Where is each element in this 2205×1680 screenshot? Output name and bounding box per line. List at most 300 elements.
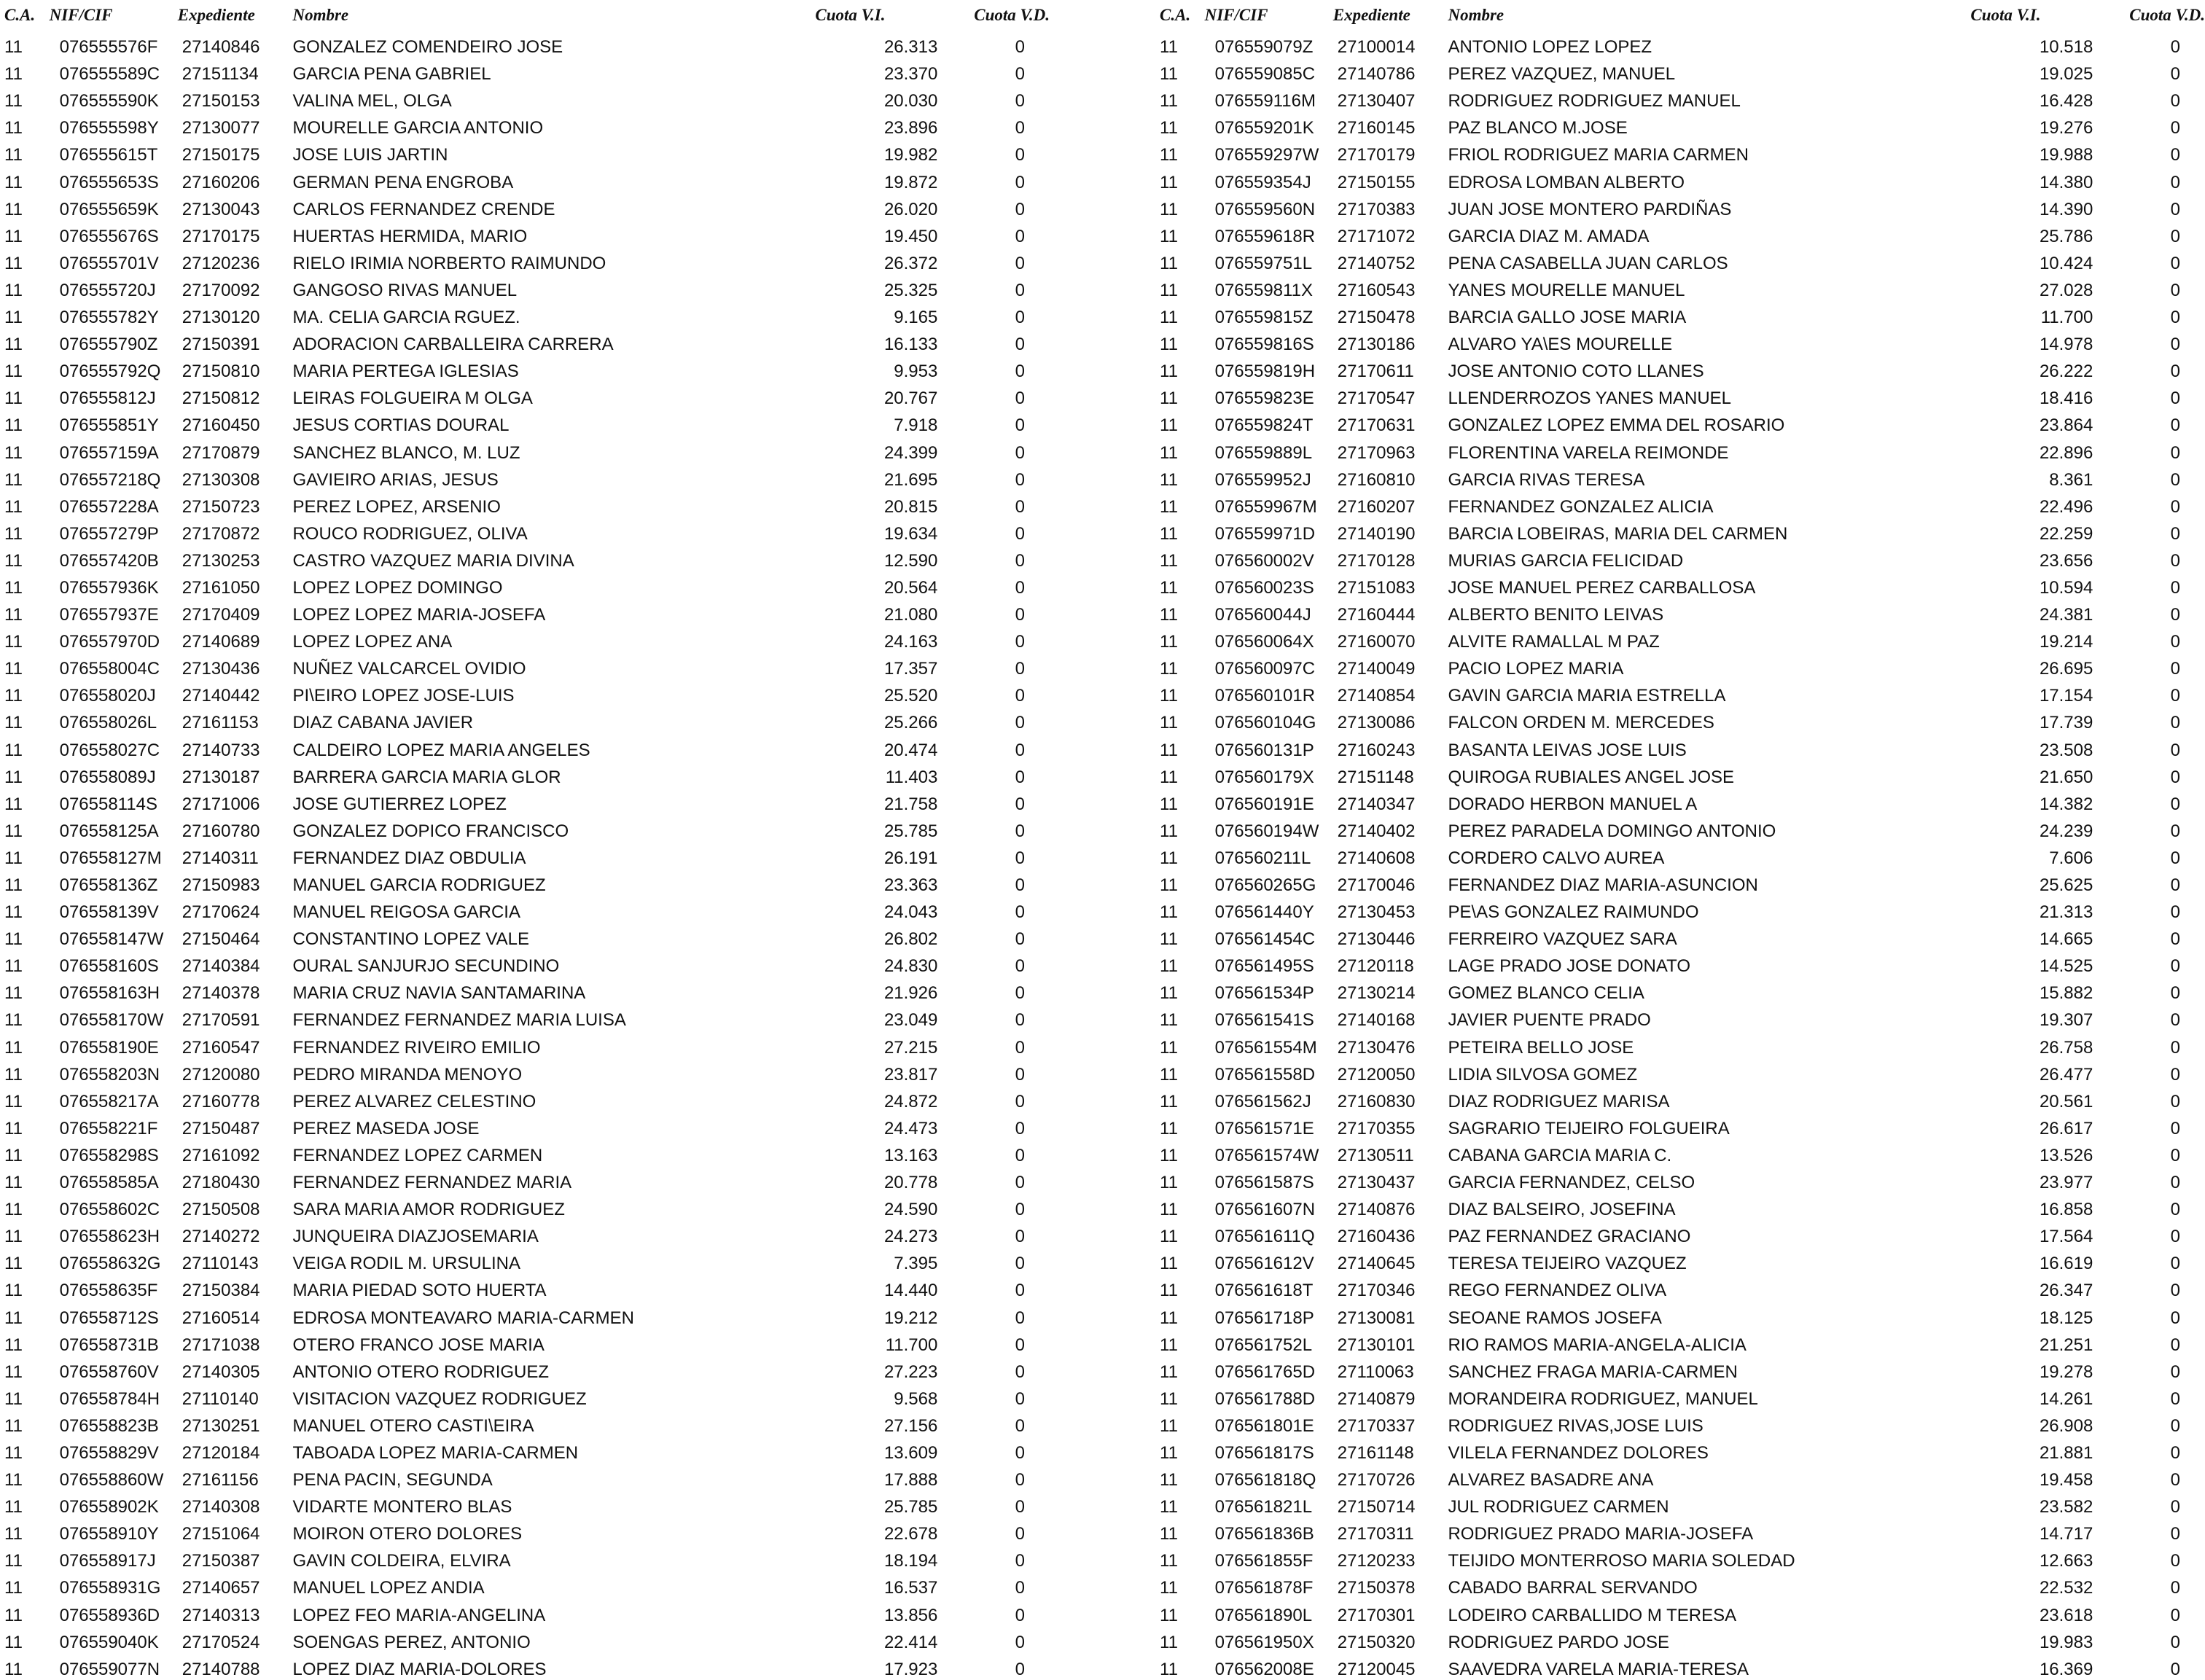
cell-nombre: BARRERA GARCIA MARIA GLOR <box>292 767 561 787</box>
cell-expediente: 27130436 <box>182 659 260 679</box>
cell-expediente: 27151134 <box>182 64 259 85</box>
cell-ca: 11 <box>1160 145 1178 165</box>
cell-cuota-vi: 27.156 <box>883 1415 938 1436</box>
cell-cuota-vi: 23.977 <box>2039 1173 2093 1193</box>
cell-cuota-vd: 0 <box>2170 767 2180 787</box>
cell-cuota-vd: 0 <box>1015 577 1025 598</box>
cell-nombre: DIAZ CABANA JAVIER <box>292 713 474 733</box>
table-row <box>0 1247 1050 1274</box>
cell-cuota-vd: 0 <box>1015 1524 1025 1544</box>
cell-cuota-vd: 0 <box>1015 1605 1025 1625</box>
table-row <box>1155 652 2205 679</box>
cell-expediente: 27130476 <box>1337 1037 1416 1058</box>
table-row <box>1155 1544 2205 1571</box>
cell-cuota-vd: 0 <box>1015 415 1025 436</box>
cell-nif: 076561618T <box>1214 1281 1314 1301</box>
cell-cuota-vi: 25.325 <box>883 280 938 300</box>
cell-ca: 11 <box>4 37 23 58</box>
cell-nif: 076558136Z <box>59 875 158 895</box>
cell-ca: 11 <box>1160 37 1178 58</box>
cell-nombre: GONZALEZ LOPEZ EMMA DEL ROSARIO <box>1448 415 1785 436</box>
table-row <box>0 1571 1050 1598</box>
cell-nif: 076558203N <box>59 1064 160 1085</box>
table-row <box>1155 1004 2205 1031</box>
cell-ca: 11 <box>4 91 23 112</box>
cell-nombre: SANCHEZ FRAGA MARIA-CARMEN <box>1448 1361 1738 1382</box>
cell-nif: 076557937E <box>59 605 159 625</box>
cell-nif: 076560194W <box>1214 821 1319 841</box>
cell-ca: 11 <box>1160 1010 1178 1031</box>
cell-cuota-vd: 0 <box>1015 550 1025 571</box>
cell-nombre: PAZ FERNANDEZ GRACIANO <box>1448 1227 1691 1247</box>
cell-cuota-vi: 26.222 <box>2039 362 2093 382</box>
cell-ca: 11 <box>1160 848 1178 868</box>
cell-ca: 11 <box>4 1335 23 1355</box>
cell-nif: 076555720J <box>59 280 156 300</box>
cell-expediente: 27140378 <box>182 983 260 1004</box>
table-row <box>1155 598 2205 625</box>
cell-ca: 11 <box>4 362 23 382</box>
cell-cuota-vd: 0 <box>1015 172 1025 192</box>
cell-nif: 076561821L <box>1214 1497 1313 1517</box>
cell-ca: 11 <box>1160 605 1178 625</box>
cell-ca: 11 <box>4 1037 23 1058</box>
cell-ca: 11 <box>4 1388 23 1409</box>
cell-cuota-vd: 0 <box>2170 1173 2180 1193</box>
cell-ca: 11 <box>4 1442 23 1463</box>
cell-nombre: ALVITE RAMALLAL M PAZ <box>1448 632 1660 652</box>
cell-cuota-vd: 0 <box>1015 1010 1025 1031</box>
cell-cuota-vi: 16.133 <box>883 335 938 355</box>
cell-nombre: TABOADA LOPEZ MARIA-CARMEN <box>292 1442 579 1463</box>
cell-nombre: PACIO LOPEZ MARIA <box>1448 659 1624 679</box>
cell-expediente: 27170383 <box>1337 199 1416 219</box>
cell-expediente: 27140876 <box>1337 1200 1416 1220</box>
cell-ca: 11 <box>1160 1497 1178 1517</box>
cell-cuota-vd: 0 <box>1015 145 1025 165</box>
cell-nombre: DIAZ BALSEIRO, JOSEFINA <box>1448 1200 1676 1220</box>
cell-expediente: 27170611 <box>1337 362 1414 382</box>
cell-ca: 11 <box>4 1632 23 1652</box>
cell-expediente: 27140645 <box>1337 1254 1416 1274</box>
cell-ca: 11 <box>4 118 23 138</box>
table-row <box>1155 436 2205 463</box>
cell-expediente: 27140788 <box>182 1659 260 1679</box>
cell-nombre: SARA MARIA AMOR RODRIGUEZ <box>292 1200 565 1220</box>
cell-cuota-vi: 26.313 <box>883 37 938 58</box>
cell-ca: 11 <box>4 388 23 409</box>
cell-nombre: VISITACION VAZQUEZ RODRIGUEZ <box>292 1388 587 1409</box>
cell-nombre: JOSE LUIS JARTIN <box>292 145 448 165</box>
header-nif: NIF/CIF <box>49 6 113 24</box>
header-nombre: Nombre <box>1448 6 1505 24</box>
cell-cuota-vd: 0 <box>1015 253 1025 273</box>
cell-ca: 11 <box>1160 1091 1178 1111</box>
right-column <box>1155 0 2205 1680</box>
cell-nif: 076561562J <box>1214 1091 1311 1111</box>
cell-cuota-vi: 24.830 <box>883 956 938 977</box>
cell-cuota-vd: 0 <box>2170 577 2180 598</box>
cell-nif: 076559967M <box>1214 496 1317 517</box>
cell-cuota-vi: 23.363 <box>883 875 938 895</box>
table-row <box>1155 1247 2205 1274</box>
table-row <box>1155 1301 2205 1328</box>
cell-expediente: 27140442 <box>182 686 260 706</box>
cell-nif: 076559618R <box>1214 226 1316 246</box>
cell-cuota-vd: 0 <box>1015 956 1025 977</box>
cell-nombre: JAVIER PUENTE PRADO <box>1448 1010 1651 1031</box>
cell-cuota-vd: 0 <box>2170 1064 2180 1085</box>
cell-nif: 076560064X <box>1214 632 1314 652</box>
cell-cuota-vi: 13.526 <box>2039 1145 2093 1165</box>
cell-cuota-vi: 13.856 <box>883 1605 938 1625</box>
table-row <box>0 1598 1050 1625</box>
cell-ca: 11 <box>1160 550 1178 571</box>
cell-ca: 11 <box>4 577 23 598</box>
cell-cuota-vi: 17.888 <box>883 1470 938 1490</box>
cell-ca: 11 <box>4 740 23 760</box>
cell-expediente: 27130407 <box>1337 91 1416 112</box>
cell-cuota-vd: 0 <box>2170 605 2180 625</box>
cell-nombre: PEREZ ALVAREZ CELESTINO <box>292 1091 536 1111</box>
cell-nombre: FERNANDEZ FERNANDEZ MARIA LUISA <box>292 1010 626 1031</box>
cell-expediente: 27160547 <box>182 1037 260 1058</box>
cell-ca: 11 <box>4 1118 23 1138</box>
header-nombre: Nombre <box>292 6 349 24</box>
table-row <box>0 1626 1050 1653</box>
cell-nif: 076558004C <box>59 659 160 679</box>
cell-cuota-vi: 8.361 <box>2049 469 2093 490</box>
cell-expediente: 27140854 <box>1337 686 1416 706</box>
cell-nif: 076555598Y <box>59 118 159 138</box>
cell-expediente: 27140168 <box>1337 1010 1416 1031</box>
cell-nif: 076561558D <box>1214 1064 1316 1085</box>
cell-nombre: MURIAS GARCIA FELICIDAD <box>1448 550 1684 571</box>
cell-expediente: 27160243 <box>1337 740 1416 760</box>
table-row <box>0 355 1050 382</box>
cell-cuota-vi: 23.370 <box>883 64 938 85</box>
cell-nif: 076558026L <box>59 713 157 733</box>
cell-nombre: FERNANDEZ DIAZ OBDULIA <box>292 848 526 868</box>
cell-nombre: PEREZ MASEDA JOSE <box>292 1118 480 1138</box>
cell-cuota-vi: 17.357 <box>883 659 938 679</box>
cell-nif: 076557228A <box>59 496 159 517</box>
table-row <box>0 815 1050 842</box>
cell-nombre: PAZ BLANCO M.JOSE <box>1448 118 1628 138</box>
cell-cuota-vi: 12.663 <box>2039 1551 2093 1571</box>
cell-ca: 11 <box>1160 1415 1178 1436</box>
cell-nombre: JOSE MANUEL PEREZ CARBALLOSA <box>1448 577 1756 598</box>
cell-ca: 11 <box>1160 469 1178 490</box>
cell-cuota-vd: 0 <box>1015 1470 1025 1490</box>
table-row <box>0 301 1050 328</box>
cell-expediente: 27110140 <box>182 1388 259 1409</box>
table-row <box>1155 1571 2205 1598</box>
cell-cuota-vi: 27.028 <box>2039 280 2093 300</box>
cell-expediente: 27150723 <box>182 496 260 517</box>
header-cuota-vi: Cuota V.I. <box>1970 6 2041 24</box>
cell-cuota-vd: 0 <box>1015 1091 1025 1111</box>
cell-nombre: SAGRARIO TEIJEIRO FOLGUEIRA <box>1448 1118 1730 1138</box>
cell-ca: 11 <box>1160 821 1178 841</box>
cell-cuota-vd: 0 <box>2170 64 2180 85</box>
cell-expediente: 27170879 <box>182 442 260 463</box>
cell-expediente: 27120233 <box>1337 1551 1416 1571</box>
cell-ca: 11 <box>1160 1551 1178 1571</box>
cell-cuota-vi: 7.395 <box>894 1254 938 1274</box>
cell-expediente: 27130081 <box>1337 1308 1416 1328</box>
cell-cuota-vi: 23.582 <box>2039 1497 2093 1517</box>
cell-nombre: VALINA MEL, OLGA <box>292 91 452 112</box>
cell-nombre: JUNQUEIRA DIAZJOSEMARIA <box>292 1227 539 1247</box>
table-row <box>0 274 1050 301</box>
cell-expediente: 27160145 <box>1337 118 1416 138</box>
table-row <box>0 1139 1050 1166</box>
cell-cuota-vd: 0 <box>2170 1605 2180 1625</box>
cell-cuota-vi: 11.403 <box>885 767 938 787</box>
cell-cuota-vi: 17.739 <box>2039 713 2093 733</box>
cell-cuota-vd: 0 <box>1015 1632 1025 1652</box>
cell-cuota-vi: 19.307 <box>2039 1010 2093 1031</box>
cell-cuota-vd: 0 <box>2170 118 2180 138</box>
cell-nif: 076561765D <box>1214 1361 1316 1382</box>
cell-ca: 11 <box>1160 388 1178 409</box>
cell-expediente: 27170301 <box>1337 1605 1416 1625</box>
cell-expediente: 27140347 <box>1337 794 1416 814</box>
header-cuota-vd: Cuota V.D. <box>974 6 1050 24</box>
cell-ca: 11 <box>4 1227 23 1247</box>
cell-expediente: 27160436 <box>1337 1227 1416 1247</box>
cell-cuota-vd: 0 <box>2170 632 2180 652</box>
cell-nif: 076557420B <box>59 550 159 571</box>
cell-expediente: 27170524 <box>182 1632 260 1652</box>
cell-cuota-vi: 26.617 <box>2039 1118 2093 1138</box>
cell-nombre: PENA PACIN, SEGUNDA <box>292 1470 493 1490</box>
cell-expediente: 27150487 <box>182 1118 260 1138</box>
table-row <box>0 544 1050 571</box>
cell-expediente: 27140733 <box>182 740 260 760</box>
cell-cuota-vd: 0 <box>1015 1145 1025 1165</box>
cell-cuota-vi: 19.214 <box>2039 632 2093 652</box>
table-row <box>1155 165 2205 192</box>
cell-cuota-vd: 0 <box>2170 659 2180 679</box>
cell-ca: 11 <box>4 956 23 977</box>
cell-expediente: 27150153 <box>182 91 260 112</box>
cell-nif: 076555659K <box>59 199 159 219</box>
cell-expediente: 27170046 <box>1337 875 1416 895</box>
cell-expediente: 27160780 <box>182 821 260 841</box>
cell-cuota-vd: 0 <box>2170 929 2180 950</box>
cell-ca: 11 <box>1160 1281 1178 1301</box>
cell-nif: 076555851Y <box>59 415 159 436</box>
table-row <box>0 1166 1050 1193</box>
records-table-left <box>0 0 1050 1680</box>
cell-ca: 11 <box>4 550 23 571</box>
cell-expediente: 27150387 <box>182 1551 260 1571</box>
cell-cuota-vi: 23.049 <box>883 1010 938 1031</box>
cell-ca: 11 <box>4 1524 23 1544</box>
cell-nif: 076558127M <box>59 848 162 868</box>
cell-cuota-vi: 23.896 <box>883 118 938 138</box>
cell-cuota-vi: 19.450 <box>883 226 938 246</box>
cell-cuota-vd: 0 <box>2170 388 2180 409</box>
cell-nombre: VIDARTE MONTERO BLAS <box>292 1497 512 1517</box>
cell-expediente: 27150464 <box>182 929 260 950</box>
cell-ca: 11 <box>1160 1037 1178 1058</box>
cell-ca: 11 <box>4 848 23 868</box>
cell-expediente: 27120080 <box>182 1064 260 1085</box>
cell-nombre: MANUEL OTERO CASTI\EIRA <box>292 1415 534 1436</box>
cell-ca: 11 <box>1160 713 1178 733</box>
cell-ca: 11 <box>4 415 23 436</box>
cell-cuota-vd: 0 <box>2170 415 2180 436</box>
cell-nif: 076559116M <box>1214 91 1316 112</box>
cell-cuota-vd: 0 <box>2170 686 2180 706</box>
cell-cuota-vd: 0 <box>2170 37 2180 58</box>
cell-expediente: 27170337 <box>1337 1415 1416 1436</box>
cell-nif: 076560191E <box>1214 794 1314 814</box>
table-row <box>1155 788 2205 815</box>
cell-nombre: OTERO FRANCO JOSE MARIA <box>292 1335 545 1355</box>
cell-cuota-vi: 24.590 <box>883 1200 938 1220</box>
cell-cuota-vi: 7.918 <box>894 415 938 436</box>
cell-expediente: 27161156 <box>182 1470 259 1490</box>
cell-nif: 076561541S <box>1214 1010 1314 1031</box>
cell-nif: 076558020J <box>59 686 156 706</box>
table-row <box>0 247 1050 274</box>
cell-cuota-vi: 21.695 <box>883 469 938 490</box>
cell-cuota-vd: 0 <box>2170 848 2180 868</box>
cell-cuota-vi: 21.758 <box>883 794 938 814</box>
cell-cuota-vi: 10.518 <box>2039 37 2093 58</box>
cell-nombre: JOSE ANTONIO COTO LLANES <box>1448 362 1704 382</box>
table-row <box>1155 1058 2205 1085</box>
table-row <box>0 85 1050 112</box>
table-row <box>0 706 1050 733</box>
cell-ca: 11 <box>4 902 23 923</box>
cell-expediente: 27150508 <box>182 1200 260 1220</box>
cell-ca: 11 <box>1160 1335 1178 1355</box>
cell-cuota-vd: 0 <box>1015 37 1025 58</box>
cell-expediente: 27150391 <box>182 335 260 355</box>
table-row <box>1155 301 2205 328</box>
cell-ca: 11 <box>1160 902 1178 923</box>
cell-cuota-vd: 0 <box>2170 199 2180 219</box>
cell-ca: 11 <box>1160 1308 1178 1328</box>
cell-ca: 11 <box>4 1173 23 1193</box>
cell-cuota-vd: 0 <box>1015 388 1025 409</box>
cell-expediente: 27130453 <box>1337 902 1416 923</box>
cell-cuota-vd: 0 <box>2170 1010 2180 1031</box>
table-row <box>0 436 1050 463</box>
table-row <box>1155 1139 2205 1166</box>
cell-nombre: RODRIGUEZ RIVAS,JOSE LUIS <box>1448 1415 1703 1436</box>
cell-nif: 076559952J <box>1214 469 1311 490</box>
cell-nif: 076558585A <box>59 1173 159 1193</box>
cell-cuota-vd: 0 <box>2170 740 2180 760</box>
cell-cuota-vd: 0 <box>2170 956 2180 977</box>
table-row <box>0 220 1050 247</box>
cell-nombre: EDROSA MONTEAVARO MARIA-CARMEN <box>292 1308 634 1328</box>
cell-nif: 076561788D <box>1214 1388 1316 1409</box>
cell-nif: 076558190E <box>59 1037 159 1058</box>
cell-cuota-vi: 21.650 <box>2039 767 2093 787</box>
cell-nombre: CASTRO VAZQUEZ MARIA DIVINA <box>292 550 574 571</box>
table-row <box>0 977 1050 1004</box>
cell-nif: 076560265G <box>1214 875 1316 895</box>
table-row <box>1155 382 2205 409</box>
cell-expediente: 27150983 <box>182 875 260 895</box>
cell-ca: 11 <box>1160 1173 1178 1193</box>
cell-cuota-vi: 23.864 <box>2039 415 2093 436</box>
cell-cuota-vd: 0 <box>1015 659 1025 679</box>
table-row <box>1155 1193 2205 1220</box>
cell-ca: 11 <box>1160 686 1178 706</box>
cell-cuota-vd: 0 <box>2170 1578 2180 1598</box>
cell-cuota-vi: 20.778 <box>883 1173 938 1193</box>
cell-nif: 076561890L <box>1214 1605 1313 1625</box>
cell-nombre: FERREIRO VAZQUEZ SARA <box>1448 929 1677 950</box>
cell-nif: 076560044J <box>1214 605 1311 625</box>
cell-cuota-vi: 18.125 <box>2039 1308 2093 1328</box>
cell-expediente: 27160810 <box>1337 469 1416 490</box>
cell-cuota-vi: 22.414 <box>883 1632 938 1652</box>
cell-nombre: PEREZ PARADELA DOMINGO ANTONIO <box>1448 821 1776 841</box>
cell-ca: 11 <box>1160 64 1178 85</box>
cell-nif: 076561612V <box>1214 1254 1314 1274</box>
cell-cuota-vi: 19.276 <box>2039 118 2093 138</box>
table-row <box>0 571 1050 598</box>
cell-ca: 11 <box>4 767 23 787</box>
cell-ca: 11 <box>1160 442 1178 463</box>
cell-nif: 076555812J <box>59 388 156 409</box>
cell-nif: 076559823E <box>1214 388 1314 409</box>
cell-nombre: PEREZ LOPEZ, ARSENIO <box>292 496 501 517</box>
cell-nombre: MARIA PIEDAD SOTO HUERTA <box>292 1281 547 1301</box>
cell-ca: 11 <box>4 1470 23 1490</box>
cell-nif: 076558089J <box>59 767 156 787</box>
table-row <box>0 1220 1050 1247</box>
cell-nif: 076558147W <box>59 929 164 950</box>
table-row <box>1155 544 2205 571</box>
cell-nif: 076559824T <box>1214 415 1314 436</box>
cell-cuota-vi: 17.154 <box>2039 686 2093 706</box>
cell-nif: 076558125A <box>59 821 159 841</box>
cell-cuota-vi: 20.030 <box>883 91 938 112</box>
cell-nombre: JUAN JOSE MONTERO PARDIÑAS <box>1448 199 1732 219</box>
cell-cuota-vd: 0 <box>1015 767 1025 787</box>
cell-ca: 11 <box>4 145 23 165</box>
cell-cuota-vi: 11.700 <box>2040 308 2093 328</box>
table-row <box>1155 1329 2205 1356</box>
cell-expediente: 27120118 <box>1337 956 1414 977</box>
cell-cuota-vd: 0 <box>1015 632 1025 652</box>
cell-nif: 076560179X <box>1214 767 1314 787</box>
cell-ca: 11 <box>4 469 23 490</box>
cell-cuota-vd: 0 <box>1015 335 1025 355</box>
header-ca: C.A. <box>4 6 36 24</box>
cell-ca: 11 <box>4 929 23 950</box>
cell-nombre: HUERTAS HERMIDA, MARIO <box>292 226 528 246</box>
table-row <box>1155 679 2205 706</box>
cell-cuota-vi: 25.786 <box>2039 226 2093 246</box>
cell-nif: 076561950X <box>1214 1632 1314 1652</box>
cell-nif: 076558114S <box>59 794 157 814</box>
cell-cuota-vd: 0 <box>2170 1388 2180 1409</box>
table-row <box>0 869 1050 896</box>
cell-ca: 11 <box>1160 226 1178 246</box>
cell-expediente: 27130086 <box>1337 713 1416 733</box>
